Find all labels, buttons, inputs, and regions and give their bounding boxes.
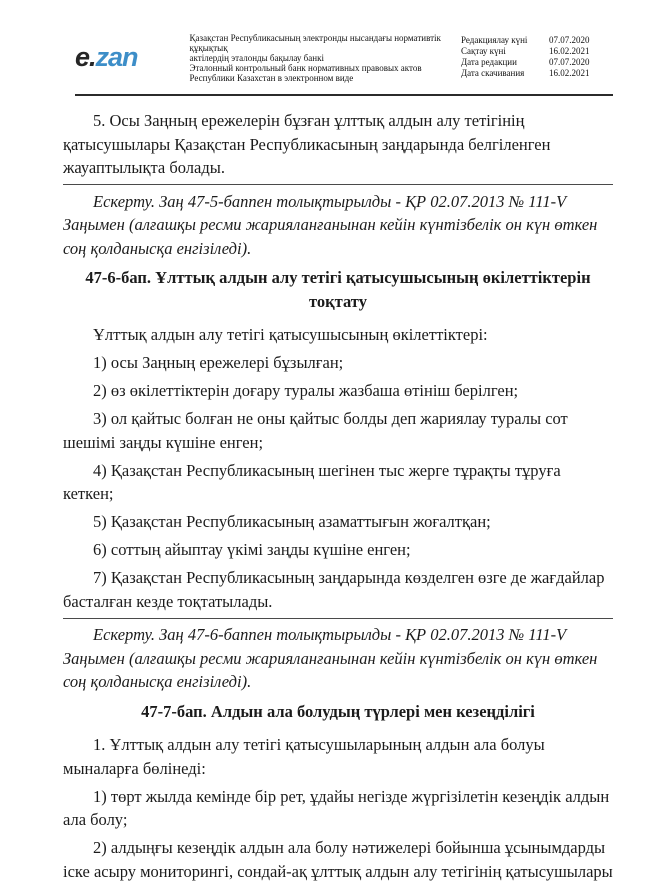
description-line: Эталонный контрольный банк нормативных правовых актов	[189, 63, 422, 73]
law-list-item: 7) Қазақстан Республикасының заңдарында көзделген өзге де жағдайлар басталған кезде тоқтатылады.	[63, 568, 605, 611]
description-line: актілердің эталонды бақылау банкі	[189, 53, 324, 63]
ezan-logo	[75, 44, 138, 71]
law-list-item: 3) ол қайтыс болған не оны қайтыс болды деп жариялау туралы сот шешімі заңды күшіне енген;	[63, 409, 568, 452]
date-label: Дата скачивания	[460, 68, 525, 78]
law-paragraph: 1. Ұлттық алдын алу тетігі қатысушыларының алдын ала болуы мыналарға бөлінеді:	[63, 735, 545, 778]
database-description	[190, 28, 461, 83]
header	[75, 28, 613, 83]
date-label: Редакциялау күні	[460, 35, 528, 45]
law-list-item: 2) алдыңғы кезеңдік алдын ала болу нәтижелері бойынша ұсынымдарды іске асыру мониторингі, сондай-ақ ұлттық алдын алу тетігінің қатысушылары	[63, 838, 613, 881]
date-value: 16.02.2021	[548, 46, 590, 56]
law-list-item: 1) төрт жылда кемінде бір рет, ұдайы негізде жүргізілетін кезеңдік алдын ала болу;	[63, 786, 610, 829]
date-value: 07.07.2020	[548, 35, 590, 45]
description-line: Қазақстан Республикасының электронды нысандағы нормативтік құқықтық	[189, 33, 441, 53]
header-divider	[75, 94, 613, 96]
law-list-item: 2) өз өкілеттіктерін доғару туралы жазбаша өтініш берілген;	[93, 381, 519, 400]
law-list-item: 5) Қазақстан Республикасының азаматтығын жоғалтқан;	[93, 512, 491, 531]
article-heading: 47-6-бап. Ұлттық алдын алу тетігі қатысушысының өкілеттіктерін тоқтату	[85, 268, 591, 311]
date-label: Дата редакции	[460, 57, 517, 67]
logo-prefix: e.	[75, 42, 96, 72]
date-label: Сақтау күні	[460, 46, 506, 56]
logo-suffix: zan	[95, 42, 138, 72]
law-list-item: 4) Қазақстан Республикасының шегінен тыс жерге тұрақты тұруға кеткен;	[63, 460, 561, 503]
description-line: Республики Казахстан в электронном виде	[189, 73, 354, 83]
note-divider	[63, 618, 613, 619]
law-text	[63, 109, 613, 883]
law-list-item: 1) осы Заңның ережелері бұзылған;	[93, 353, 344, 372]
date-value: 16.02.2021	[548, 68, 590, 78]
law-paragraph: Ұлттық алдын алу тетігі қатысушысының өкілеттіктері:	[93, 325, 488, 344]
document-dates	[461, 28, 613, 79]
editorial-note: Ескерту. Заң 47-6-баппен толықтырылды - ҚР 02.07.2013 № 111-V Заңымен (алғашқы ресми жарияланғанынан кейін күнтізбелік он күн өткен соң қолданысқа енгізіледі).	[63, 625, 598, 691]
article-heading: 47-7-бап. Алдын ала болудың түрлері мен кезеңділігі	[141, 701, 535, 721]
note-divider	[63, 184, 613, 185]
law-paragraph: 5. Осы Заңның ережелерін бұзған ұлттық алдын алу тетігінің қатысушылары Қазақстан Республикасының заңдарында белгіленген жауаптылықта болады.	[63, 111, 551, 177]
law-list-item: 6) соттың айыптау үкімі заңды күшіне енген;	[93, 540, 411, 559]
editorial-note: Ескерту. Заң 47-5-баппен толықтырылды - ҚР 02.07.2013 № 111-V Заңымен (алғашқы ресми жарияланғанынан кейін күнтізбелік он күн өткен соң қолданысқа енгізіледі).	[63, 191, 598, 258]
date-value: 07.07.2020	[548, 57, 590, 67]
